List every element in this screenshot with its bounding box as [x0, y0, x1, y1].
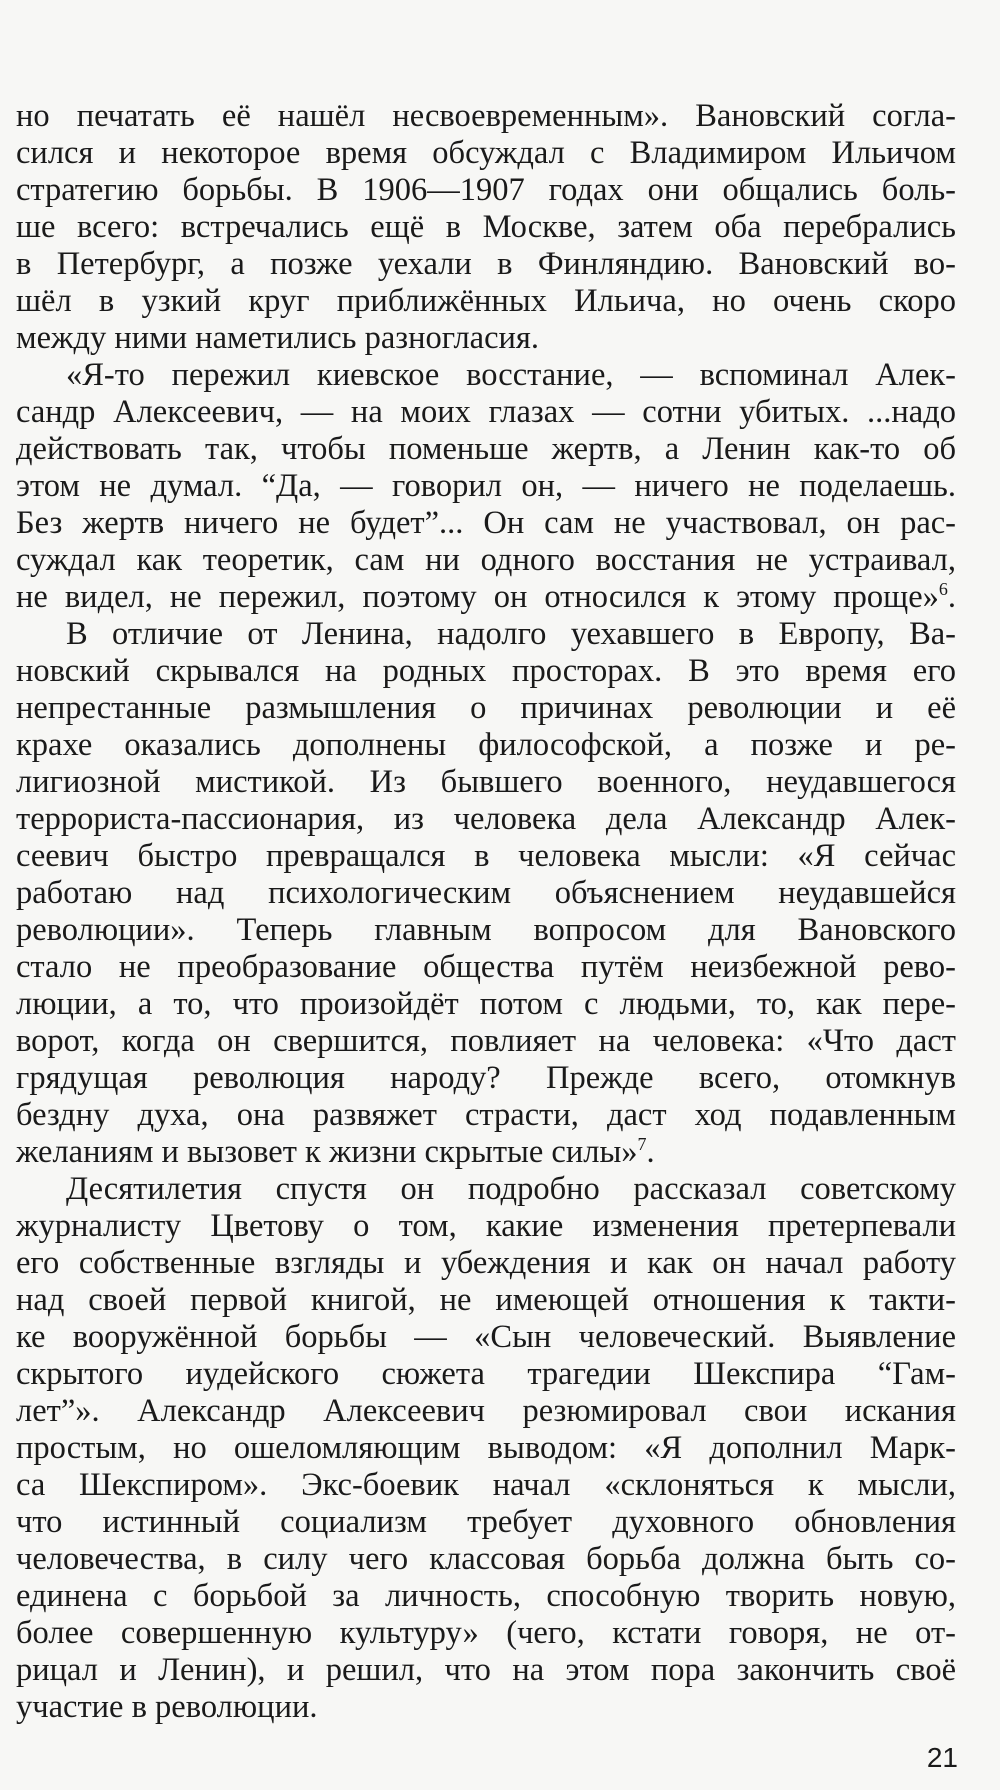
- text-line: суждал как теоретик, сам ни одного восстания не устраивал,: [16, 542, 956, 578]
- text-line: сеевич быстро превращался в человека мысли: «Я сейчас: [16, 838, 956, 874]
- text-line: шёл в узкий круг приближённых Ильича, но очень скоро: [16, 283, 956, 319]
- text-line: более совершенную культуру» (чего, кстати говоря, не от-: [16, 1615, 956, 1651]
- text-line: новский скрывался на родных просторах. В это время его: [16, 653, 956, 689]
- line-text: не видел, не пережил, поэтому он относился к этому проще»: [16, 579, 939, 615]
- line-text: желаниям и вызовет к жизни скрытые силы»: [16, 1134, 638, 1170]
- text-line: рицал и Ленин), и решил, что на этом пора закончить своё: [16, 1652, 956, 1688]
- text-line: ке вооружённой борьбы — «Сын человеческий. Выявление: [16, 1319, 956, 1355]
- text-line: этом не думал. “Да, — говорил он, — ничего не поделаешь.: [16, 468, 956, 504]
- text-line: Десятилетия спустя он подробно рассказал советскому: [66, 1171, 956, 1207]
- page-body: [16, 98, 956, 1726]
- paragraph: [16, 98, 956, 357]
- text-line: работаю над психологическим объяснением неудавшейся: [16, 875, 956, 911]
- text-line: са Шекспиром». Экс-боевик начал «склоняться к мысли,: [16, 1467, 956, 1503]
- page-number: 21: [926, 1742, 958, 1773]
- text-line: действовать так, чтобы поменьше жертв, а Ленин как-то об: [16, 431, 956, 467]
- paragraph: [16, 616, 956, 1171]
- text-line: В отличие от Ленина, надолго уехавшего в Европу, Ва-: [66, 616, 956, 652]
- text-line: непрестанные размышления о причинах революции и её: [16, 690, 956, 726]
- text-line: революции». Теперь главным вопросом для Вановского: [16, 912, 956, 948]
- footnote-marker[interactable]: 7: [637, 1134, 647, 1155]
- text-line: ше всего: встречались ещё в Москве, затем оба перебрались: [16, 209, 956, 245]
- text-line: что истинный социализм требует духовного обновления: [16, 1504, 956, 1540]
- text-line: стало не преобразование общества путём неизбежной рево-: [16, 949, 956, 985]
- text-line: люции, а то, что произойдёт потом с людьми, то, как пере-: [16, 986, 956, 1022]
- text-line: стратегию борьбы. В 1906—1907 годах они общались боль-: [16, 172, 956, 208]
- text-line: грядущая революция народу? Прежде всего, отомкнув: [16, 1060, 956, 1096]
- text-line: простым, но ошеломляющим выводом: «Я дополнил Марк-: [16, 1430, 956, 1466]
- text-line: между ними наметились разногласия.: [16, 320, 539, 356]
- text-line: бездну духа, она развяжет страсти, даст ход подавленным: [16, 1097, 956, 1133]
- text-line: но печатать её нашёл несвоевременным». Вановский согла-: [16, 98, 956, 134]
- text-line: Без жертв ничего не будет”... Он сам не участвовал, он рас-: [16, 505, 956, 541]
- text-line: сандр Алексеевич, — на моих глазах — сотни убитых. ...надо: [16, 394, 956, 430]
- text-line: крахе оказались дополнены философской, а позже и ре-: [16, 727, 956, 763]
- text-line: скрытого иудейского сюжета трагедии Шекспира “Гам-: [16, 1356, 956, 1392]
- text-line: человечества, в силу чего классовая борьба должна быть со-: [16, 1541, 956, 1577]
- text-line: в Петербург, а позже уехали в Финляндию. Вановский во-: [16, 246, 956, 282]
- text-line: не видел, не пережил, поэтому он относился к этому проще»$^6$.: [16, 579, 956, 615]
- text-line: его собственные взгляды и убеждения и как он начал работу: [16, 1245, 956, 1281]
- text-line: лет”». Александр Алексеевич резюмировал свои искания: [16, 1393, 956, 1429]
- paragraph: [16, 1171, 956, 1726]
- text-line: «Я-то пережил киевское восстание, — вспоминал Алек-: [66, 357, 956, 393]
- text-line: террориста-пассионария, из человека дела Александр Алек-: [16, 801, 956, 837]
- paragraph: [16, 357, 956, 616]
- text-line: желаниям и вызовет к жизни скрытые силы»$^7$.: [16, 1134, 655, 1170]
- text-line: лигиозной мистикой. Из бывшего военного, неудавшегося: [16, 764, 956, 800]
- text-line: ворот, когда он свершится, повлияет на человека: «Что даст: [16, 1023, 956, 1059]
- text-line: журналисту Цветову о том, какие изменения претерпевали: [16, 1208, 956, 1244]
- text-line: сился и некоторое время обсуждал с Владимиром Ильичом: [16, 135, 956, 171]
- footnote-marker[interactable]: 6: [938, 579, 948, 600]
- text-line: единена с борьбой за личность, способную творить новую,: [16, 1578, 956, 1614]
- text-line: участие в революции.: [16, 1689, 318, 1725]
- text-line: над своей первой книгой, не имеющей отношения к такти-: [16, 1282, 956, 1318]
